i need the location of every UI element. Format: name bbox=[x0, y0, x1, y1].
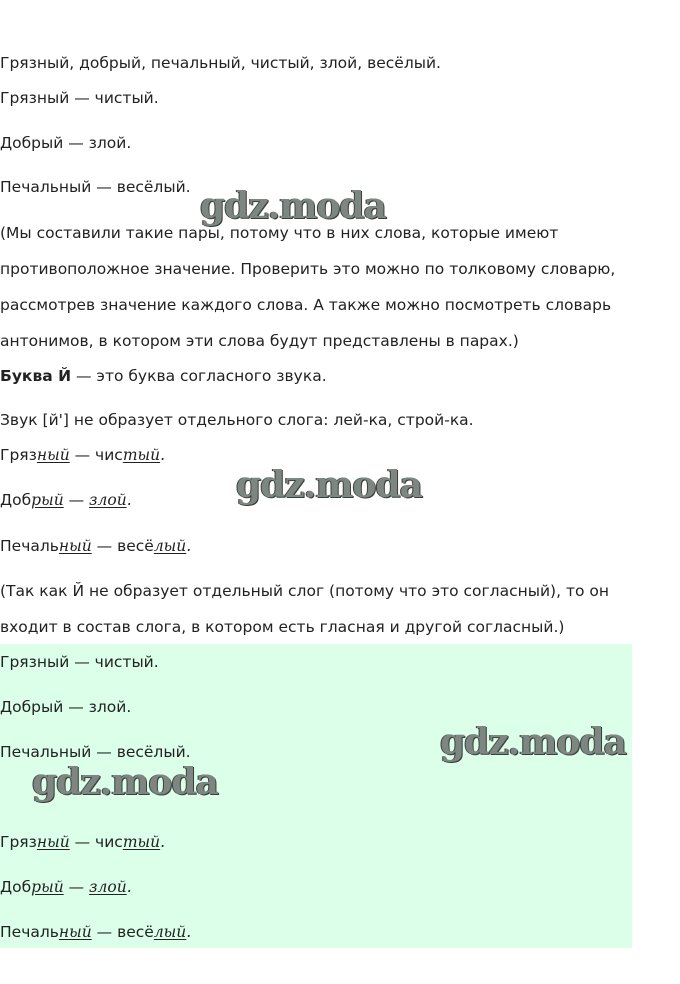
underlined-syllable: тый bbox=[122, 446, 161, 464]
explanation-line: рассмотрев значение каждого слова. А также можно посмотреть словарь bbox=[0, 296, 612, 314]
watermark-logo: gdz.moda bbox=[236, 464, 422, 506]
dash: — bbox=[63, 878, 90, 896]
syllable-pair-line bbox=[0, 536, 191, 556]
underlined-syllable: лый bbox=[153, 923, 187, 941]
watermark-logo: gdz.moda bbox=[32, 761, 218, 803]
words-list: Грязный, добрый, печальный, чистый, злой, весёлый. bbox=[0, 54, 441, 72]
pair-line-2: Добрый — злой. bbox=[0, 134, 132, 152]
underlined-syllable: тый bbox=[122, 833, 161, 851]
letter-rule-bold: Буква Й bbox=[0, 367, 72, 385]
underlined-syllable: злой bbox=[89, 491, 127, 509]
answer-pair-line-1: Грязный — чистый. bbox=[0, 653, 159, 671]
underlined-syllable: рый bbox=[31, 878, 64, 896]
word-part: Печаль bbox=[0, 537, 59, 555]
dash: — bbox=[91, 923, 118, 941]
word-part: весё bbox=[117, 537, 154, 555]
syllable-explanation-line: (Так как Й не образует отдельный слог (потому что это согласный), то он bbox=[0, 582, 610, 600]
word-part: весё bbox=[117, 923, 154, 941]
word-part: Доб bbox=[0, 491, 32, 509]
pair-line-3: Печальный — весёлый. bbox=[0, 178, 191, 196]
word-part: чис bbox=[95, 833, 123, 851]
underlined-syllable: злой bbox=[89, 878, 127, 896]
answer-pair-line-2: Добрый — злой. bbox=[0, 698, 132, 716]
underlined-syllable: лый bbox=[153, 537, 187, 555]
period: . bbox=[126, 878, 132, 896]
word-part: Гряз bbox=[0, 446, 37, 464]
dash: — bbox=[91, 537, 118, 555]
pair-line-1: Грязный — чистый. bbox=[0, 89, 159, 107]
period: . bbox=[186, 537, 192, 555]
letter-rule bbox=[0, 366, 327, 386]
watermark-logo: gdz.moda bbox=[440, 721, 626, 763]
word-part: Гряз bbox=[0, 833, 37, 851]
word-part: чис bbox=[95, 446, 123, 464]
explanation-line: антонимов, в котором эти слова будут представлены в парах.) bbox=[0, 332, 519, 350]
explanation-line: противоположное значение. Проверить это можно по толковому словарю, bbox=[0, 260, 616, 278]
underlined-syllable: ный bbox=[36, 446, 70, 464]
underlined-syllable: рый bbox=[31, 491, 64, 509]
answer-syllable-line bbox=[0, 832, 165, 852]
dash: — bbox=[69, 446, 96, 464]
period: . bbox=[160, 833, 166, 851]
syllable-explanation-line: входит в состав слога, в котором есть гласная и другой согласный.) bbox=[0, 618, 565, 636]
underlined-syllable: ный bbox=[36, 833, 70, 851]
answer-pair-line-3: Печальный — весёлый. bbox=[0, 743, 191, 761]
dash: — bbox=[69, 833, 96, 851]
word-part: Доб bbox=[0, 878, 32, 896]
dash: — bbox=[63, 491, 90, 509]
syllable-pair-line bbox=[0, 490, 132, 510]
underlined-syllable: ный bbox=[58, 923, 92, 941]
answer-syllable-line bbox=[0, 922, 191, 942]
answer-syllable-line bbox=[0, 877, 132, 897]
word-part: Печаль bbox=[0, 923, 59, 941]
explanation-line: (Мы составили такие пары, потому что в них слова, которые имеют bbox=[0, 224, 559, 242]
letter-rule-text: — это буква согласного звука. bbox=[71, 367, 327, 385]
sound-rule: Звук [й'] не образует отдельного слога: лей-ка, строй-ка. bbox=[0, 411, 474, 429]
syllable-pair-line bbox=[0, 445, 165, 465]
watermark-logo: gdz.moda bbox=[200, 185, 386, 227]
period: . bbox=[126, 491, 132, 509]
period: . bbox=[160, 446, 166, 464]
underlined-syllable: ный bbox=[58, 537, 92, 555]
period: . bbox=[186, 923, 192, 941]
